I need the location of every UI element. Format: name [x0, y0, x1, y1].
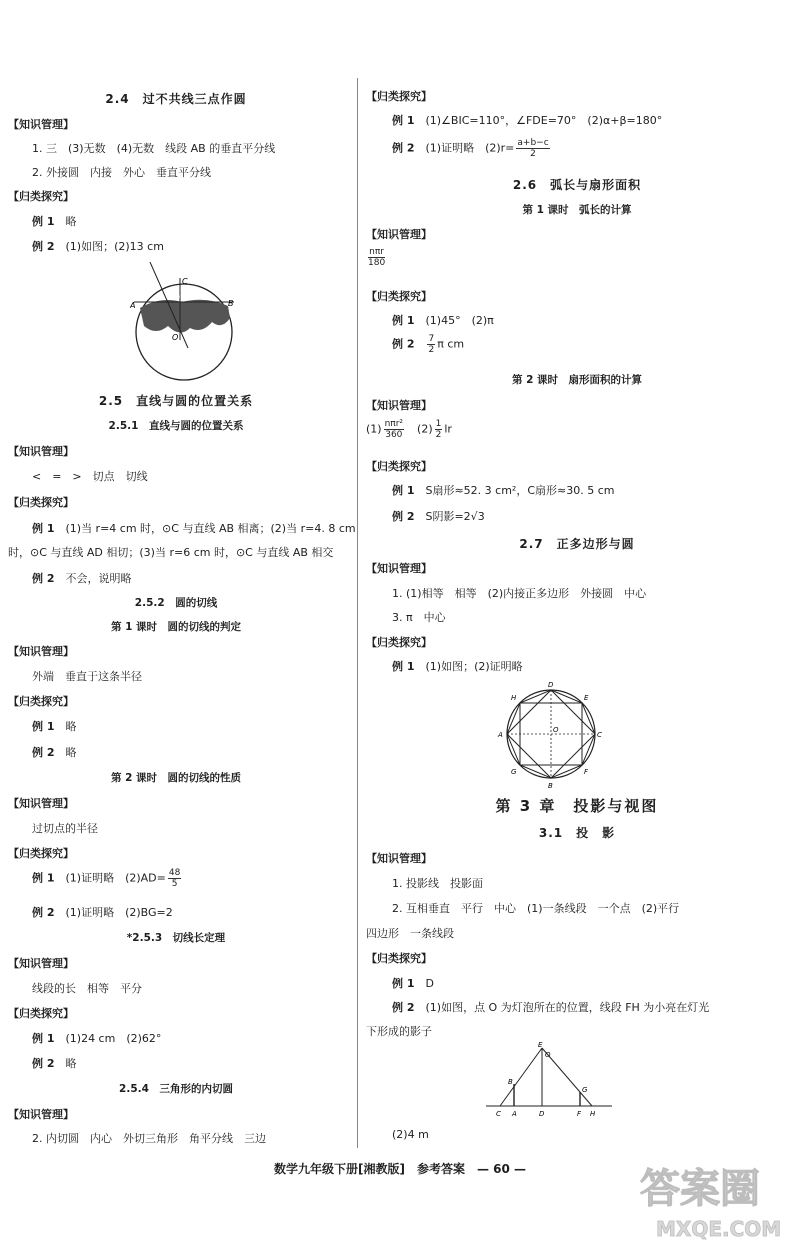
answer-line: 外端 垂直于这条半径 [32, 670, 142, 683]
example-line: 例 1 (1)当 r=4 cm 时，⊙C 与直线 AB 相离；(2)当 r=4. 8 cm [32, 522, 356, 535]
section-title: 2.5 直线与圆的位置关系 [98, 394, 254, 408]
tag-explore: 【归类探究】 [366, 460, 432, 473]
section-title: 2.4 过不共线三点作圆 [105, 92, 247, 106]
fig-label: H [511, 694, 517, 702]
tag-knowledge: 【知识管理】 [8, 957, 74, 970]
example-line: 例 1 略 [32, 215, 77, 228]
fig-label: G [582, 1086, 588, 1094]
answer-line: < = > 切点 切线 [32, 470, 148, 483]
tag-explore: 【归类探究】 [8, 496, 74, 509]
octagon-figure [496, 678, 606, 790]
answer-line: 2. 内切圆 内心 外切三角形 角平分线 三边 [32, 1132, 266, 1145]
fraction: $\frac{\text{nπr}}{180}$ [368, 247, 386, 268]
fig-label: B [228, 299, 234, 308]
tag-knowledge: 【知识管理】 [366, 562, 432, 575]
fig-label: D [174, 293, 181, 302]
example-line: 例 2 S阴影=2√3 [392, 510, 485, 523]
tag-explore: 【归类探究】 [366, 90, 432, 103]
fig-label: C [496, 1110, 501, 1118]
answer-line: 过切点的半径 [32, 822, 98, 835]
tag-knowledge: 【知识管理】 [366, 399, 432, 412]
fig-label: A [512, 1110, 517, 1118]
answer-line: 3. π 中心 [392, 611, 446, 624]
fraction: $\frac{a+b-c}{2}$ [517, 138, 549, 159]
example-line: 例 1 略 [32, 720, 77, 733]
circle-figure-1 [130, 260, 240, 385]
fig-label: D [548, 681, 554, 689]
example-line: 例 2 (1)如图；(2)13 cm [32, 240, 164, 253]
left-column [0, 0, 356, 1160]
fraction: $\frac{48}{5}$ [168, 868, 181, 889]
answer-line: (1) $\frac{\text{nπr²}}{360}$ (2) $\frac{1}{2}$ lr [366, 419, 452, 440]
svg-text:答案圈: 答案圈 [640, 1166, 760, 1212]
watermark-logo [632, 1150, 782, 1245]
example-line: 例 1 D [392, 977, 434, 990]
tag-explore: 【归类探究】 [8, 1007, 74, 1020]
tag-explore: 【归类探究】 [8, 190, 74, 203]
fig-label: C [182, 277, 188, 286]
tag-knowledge: 【知识管理】 [8, 797, 74, 810]
answer-line: 1. (1)相等 相等 (2)内接正多边形 外接圆 中心 [392, 587, 647, 600]
tag-knowledge: 【知识管理】 [366, 852, 432, 865]
tag-explore: 【归类探究】 [366, 290, 432, 303]
right-column [366, 0, 788, 1160]
section-title: 2.6 弧长与扇形面积 [512, 178, 642, 192]
example-line: 例 2 (1)证明略 (2)r= $\frac{a+b-c}{2}$ [392, 138, 549, 159]
example-line: 例 2 (1)证明略 (2)BG=2 [32, 906, 173, 919]
answer-line: 1. 投影线 投影面 [392, 877, 483, 890]
example-line: 例 2 $\frac{7}{2}$ π cm [392, 334, 465, 355]
answer-line: 2. 外接圆 内接 外心 垂直平分线 [32, 166, 211, 179]
tag-knowledge: 【知识管理】 [8, 445, 74, 458]
fig-label: F [584, 768, 589, 776]
tag-explore: 【归类探究】 [8, 847, 74, 860]
answer-line: 2. 互相垂直 平行 中心 (1)一条线段 一个点 (2)平行 [392, 902, 680, 915]
lesson-title: 第 2 课时 圆的切线的性质 [110, 772, 242, 784]
fig-label: C [597, 731, 602, 739]
fig-label: E [584, 694, 589, 702]
svg-text:MXQE.COM: MXQE.COM [656, 1217, 782, 1241]
example-line: 例 2 (1)如图，点 O 为灯泡所在的位置，线段 FH 为小亮在灯光 [392, 1001, 710, 1014]
example-line-cont: 时，⊙C 与直线 AD 相切；(3)当 r=6 cm 时，⊙C 与直线 AB 相交 [8, 546, 334, 559]
fig-label: E [538, 1041, 543, 1049]
subsection-title: 2.5.2 圆的切线 [134, 597, 218, 609]
answer-line: 1. 三 (3)无数 (4)无数 线段 AB 的垂直平分线 [32, 142, 276, 155]
tag-explore: 【归类探究】 [8, 695, 74, 708]
section-title: 2.7 正多边形与圆 [519, 537, 635, 551]
answer-line [366, 247, 387, 268]
lesson-title: 第 2 课时 扇形面积的计算 [511, 374, 643, 386]
fig-label: B [508, 1078, 513, 1086]
fig-label: O [172, 333, 179, 342]
fig-label: A [130, 301, 136, 310]
lesson-title: 第 1 课时 弧长的计算 [522, 204, 632, 216]
column-divider [357, 78, 358, 1148]
projection-figure [484, 1040, 614, 1122]
fig-label: D [539, 1110, 545, 1118]
fraction: $\frac{\text{nπr²}}{360}$ [384, 419, 404, 440]
tag-explore: 【归类探究】 [366, 952, 432, 965]
fig-label: H [590, 1110, 596, 1118]
fig-label: A [498, 731, 503, 739]
fig-label: O [545, 1051, 551, 1059]
answer-line: 线段的长 相等 平分 [32, 982, 142, 995]
example-line-cont: 下形成的影子 [366, 1025, 432, 1038]
example-line: 例 1 (1)证明略 (2)AD= $\frac{48}{5}$ [32, 868, 181, 889]
example-line: 例 2 略 [32, 746, 77, 759]
tag-knowledge: 【知识管理】 [8, 1108, 74, 1121]
tag-knowledge: 【知识管理】 [8, 645, 74, 658]
example-line: 例 1 (1)24 cm (2)62° [32, 1032, 162, 1045]
subsection-title: *2.5.3 切线长定理 [126, 932, 226, 944]
example-line: 例 1 (1)45° (2)π [392, 314, 494, 327]
example-line: 例 2 不会，说明略 [32, 572, 132, 585]
lesson-title: 第 1 课时 圆的切线的判定 [110, 621, 242, 633]
fig-label: B [548, 782, 553, 790]
subsection-title: 2.5.1 直线与圆的位置关系 [108, 420, 244, 432]
tag-explore: 【归类探究】 [366, 636, 432, 649]
example-line: (2)4 m [392, 1128, 429, 1141]
example-line: 例 1 (1)如图；(2)证明略 [392, 660, 523, 673]
fig-label: O [553, 726, 559, 734]
fig-label: F [577, 1110, 582, 1118]
example-line: 例 2 略 [32, 1057, 77, 1070]
page-footer: 数学九年级下册[湘教版] 参考答案 — 60 — [273, 1162, 527, 1176]
example-line: 例 1 (1)∠BIC=110°，∠FDE=70° (2)α+β=180° [392, 114, 663, 127]
tag-knowledge: 【知识管理】 [8, 118, 74, 131]
fig-label: G [511, 768, 517, 776]
fraction: $\frac{1}{2}$ [435, 419, 442, 440]
answer-line-cont: 四边形 一条线段 [366, 927, 454, 940]
tag-knowledge: 【知识管理】 [366, 228, 432, 241]
section-title: 3.1 投 影 [538, 826, 616, 840]
example-line: 例 1 S扇形≈52. 3 cm²，C扇形≈30. 5 cm [392, 484, 615, 497]
subsection-title: 2.5.4 三角形的内切圆 [119, 1083, 233, 1095]
chapter-title: 第 3 章 投影与视图 [495, 797, 659, 815]
fraction: $\frac{7}{2}$ [428, 334, 435, 355]
